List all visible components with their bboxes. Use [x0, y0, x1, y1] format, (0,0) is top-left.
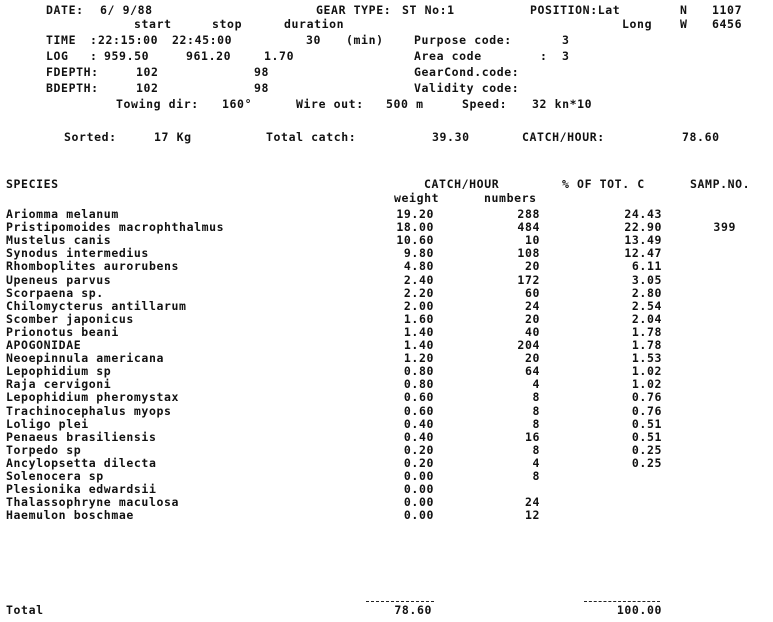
pct-cell: 2.54: [631, 298, 662, 313]
bdepth-start: 102: [136, 81, 159, 95]
pct-cell: 0.76: [631, 390, 662, 405]
total-pct-rule: [584, 601, 660, 602]
numbers-cell: 8: [532, 469, 540, 483]
weight-cell: 1.60: [403, 311, 434, 326]
species-name: APOGONIDAE: [6, 338, 82, 352]
total-label: Total: [6, 603, 44, 617]
numbers-cell: 204: [517, 338, 540, 352]
pct-cell: 6.11: [631, 259, 662, 274]
long-label: Long: [622, 17, 653, 31]
weight-cell: 0.40: [403, 416, 434, 431]
species-name: Torpedo sp: [6, 442, 82, 457]
catch-hour-value: 78.60: [682, 130, 720, 144]
weight-cell: 0.60: [403, 390, 434, 405]
species-name: Pristipomoides macrophthalmus: [6, 220, 225, 235]
weight-header: weight: [394, 191, 440, 205]
pct-header: % OF TOT. C: [562, 177, 645, 191]
lat-value: 1107: [712, 3, 743, 17]
species-name: Loligo plei: [6, 416, 89, 431]
weight-cell: 18.00: [396, 220, 434, 235]
species-name: Prionotus beani: [6, 324, 119, 339]
area-label: Area code: [414, 49, 482, 63]
date-label: DATE:: [46, 3, 84, 17]
species-name: Plesionika edwardsii: [6, 482, 157, 497]
species-name: Ariomma melanum: [6, 207, 119, 221]
date-value: 6/ 9/88: [100, 3, 153, 17]
numbers-cell: 8: [532, 390, 540, 405]
total-pct: 100.00: [616, 603, 662, 617]
catch-hour-label: CATCH/HOUR:: [522, 130, 605, 144]
species-name: Thalassophryne maculosa: [6, 495, 180, 510]
species-name: Raja cervigoni: [6, 377, 112, 392]
weight-cell: 0.20: [403, 455, 434, 470]
samp-cell: 399: [713, 220, 736, 235]
pct-cell: 2.04: [631, 311, 662, 326]
log-separator: :: [90, 49, 98, 63]
species-name: Scorpaena sp.: [6, 285, 104, 300]
weight-cell: 0.00: [403, 495, 434, 510]
species-name: Ancylopsetta dilecta: [6, 455, 157, 470]
species-header: SPECIES: [6, 177, 59, 191]
species-name: Mustelus canis: [6, 233, 112, 248]
pct-cell: 22.90: [624, 220, 662, 235]
numbers-cell: 20: [524, 351, 540, 366]
time-label: TIME: [46, 33, 77, 47]
weight-cell: 1.20: [403, 351, 434, 366]
species-name: Lepophidium sp: [6, 364, 112, 379]
weight-cell: 0.20: [403, 442, 434, 457]
species-name: Scomber japonicus: [6, 311, 134, 326]
numbers-cell: 10: [524, 233, 540, 248]
pct-cell: 0.25: [631, 442, 662, 457]
weight-cell: 0.00: [403, 469, 434, 483]
species-name: Neoepinnula americana: [6, 351, 164, 366]
species-name: Rhomboplites aurorubens: [6, 259, 180, 274]
species-name: Synodus intermedius: [6, 246, 149, 261]
numbers-cell: 60: [524, 285, 540, 300]
pct-cell: 0.25: [631, 455, 662, 470]
gearcond-label: GearCond.code:: [414, 65, 520, 79]
wire-label: Wire out:: [296, 97, 364, 111]
species-name: Trachinocephalus myops: [6, 403, 172, 418]
purpose-value: 3: [562, 33, 570, 47]
col-stop-label: stop: [212, 17, 243, 31]
long-dir: W: [680, 17, 688, 31]
numbers-cell: 12: [524, 508, 540, 523]
position-label: POSITION:Lat: [530, 3, 621, 17]
weight-cell: 0.60: [403, 403, 434, 418]
weight-cell: 0.80: [403, 377, 434, 392]
numbers-cell: 24: [524, 298, 540, 313]
weight-cell: 2.40: [403, 272, 434, 287]
species-name: Solenocera sp: [6, 469, 104, 483]
numbers-cell: 288: [517, 207, 540, 221]
lat-dir: N: [680, 3, 688, 17]
long-value: 6456: [712, 17, 743, 31]
time-start: 22:15:00: [98, 33, 159, 47]
pct-cell: 13.49: [624, 233, 662, 248]
time-unit: (min): [346, 33, 384, 47]
numbers-cell: 4: [532, 377, 540, 392]
weight-cell: 1.40: [403, 324, 434, 339]
area-value: 3: [562, 49, 570, 63]
col-duration-label: duration: [284, 17, 345, 31]
col-start-label: start: [134, 17, 172, 31]
numbers-cell: 64: [524, 364, 540, 379]
pct-cell: 2.80: [631, 285, 662, 300]
numbers-cell: 40: [524, 324, 540, 339]
weight-cell: 19.20: [396, 207, 434, 221]
gear-label: GEAR TYPE:: [316, 3, 392, 17]
numbers-cell: 484: [517, 220, 540, 235]
sorted-value: 17 Kg: [154, 130, 192, 144]
purpose-label: Purpose code:: [414, 33, 512, 47]
weight-cell: 2.20: [403, 285, 434, 300]
species-name: Lepophidium pheromystax: [6, 390, 180, 405]
sorted-label: Sorted:: [64, 130, 117, 144]
speed-value: 32 kn*10: [532, 97, 593, 111]
weight-cell: 1.40: [403, 338, 434, 352]
log-start: 959.50: [104, 49, 150, 63]
numbers-cell: 8: [532, 442, 540, 457]
time-stop: 22:45:00: [172, 33, 233, 47]
weight-cell: 10.60: [396, 233, 434, 248]
numbers-cell: 20: [524, 259, 540, 274]
weight-cell: 0.40: [403, 429, 434, 444]
species-name: Haemulon boschmae: [6, 508, 134, 523]
fdepth-stop: 98: [254, 65, 270, 79]
pct-cell: 3.05: [631, 272, 662, 287]
log-label: LOG: [46, 49, 69, 63]
speed-label: Speed:: [462, 97, 508, 111]
wire-value: 500 m: [386, 97, 424, 111]
pct-cell: 1.02: [631, 377, 662, 392]
towing-label: Towing dir:: [116, 97, 199, 111]
gear-value: ST No:1: [402, 3, 455, 17]
species-name: Upeneus parvus: [6, 272, 112, 287]
numbers-cell: 4: [532, 455, 540, 470]
pct-cell: 1.78: [631, 324, 662, 339]
time-duration: 30: [306, 33, 322, 47]
catch-hour-header: CATCH/HOUR: [424, 177, 500, 191]
bdepth-label: BDEPTH:: [46, 81, 99, 95]
pct-cell: 1.02: [631, 364, 662, 379]
weight-cell: 0.80: [403, 364, 434, 379]
pct-cell: 0.76: [631, 403, 662, 418]
weight-cell: 0.00: [403, 508, 434, 523]
weight-cell: 9.80: [403, 246, 434, 261]
towing-value: 160°: [222, 97, 253, 111]
numbers-cell: 8: [532, 403, 540, 418]
pct-cell: 0.51: [631, 429, 662, 444]
numbers-cell: 20: [524, 311, 540, 326]
numbers-cell: 108: [517, 246, 540, 261]
total-catch-value: 39.30: [432, 130, 470, 144]
pct-cell: 24.43: [624, 207, 662, 221]
numbers-cell: 8: [532, 416, 540, 431]
pct-cell: 1.78: [631, 338, 662, 352]
fdepth-start: 102: [136, 65, 159, 79]
fdepth-label: FDEPTH:: [46, 65, 99, 79]
pct-cell: 0.51: [631, 416, 662, 431]
weight-cell: 2.00: [403, 298, 434, 313]
bdepth-stop: 98: [254, 81, 270, 95]
numbers-cell: 16: [524, 429, 540, 444]
weight-cell: 0.00: [403, 482, 434, 497]
pct-cell: 12.47: [624, 246, 662, 261]
numbers-cell: 24: [524, 495, 540, 510]
species-name: Penaeus brasiliensis: [6, 429, 157, 444]
pct-cell: 1.53: [631, 351, 662, 366]
time-separator: :: [90, 33, 98, 47]
total-weight: 78.60: [394, 603, 432, 617]
total-weight-rule: [366, 601, 434, 602]
total-catch-label: Total catch:: [266, 130, 357, 144]
log-duration: 1.70: [264, 49, 295, 63]
numbers-header: numbers: [484, 191, 537, 205]
area-separator: :: [540, 49, 548, 63]
species-name: Chilomycterus antillarum: [6, 298, 187, 313]
log-stop: 961.20: [186, 49, 232, 63]
validity-label: Validity code:: [414, 81, 520, 95]
samp-header: SAMP.NO.: [690, 177, 751, 191]
weight-cell: 4.80: [403, 259, 434, 274]
numbers-cell: 172: [517, 272, 540, 287]
